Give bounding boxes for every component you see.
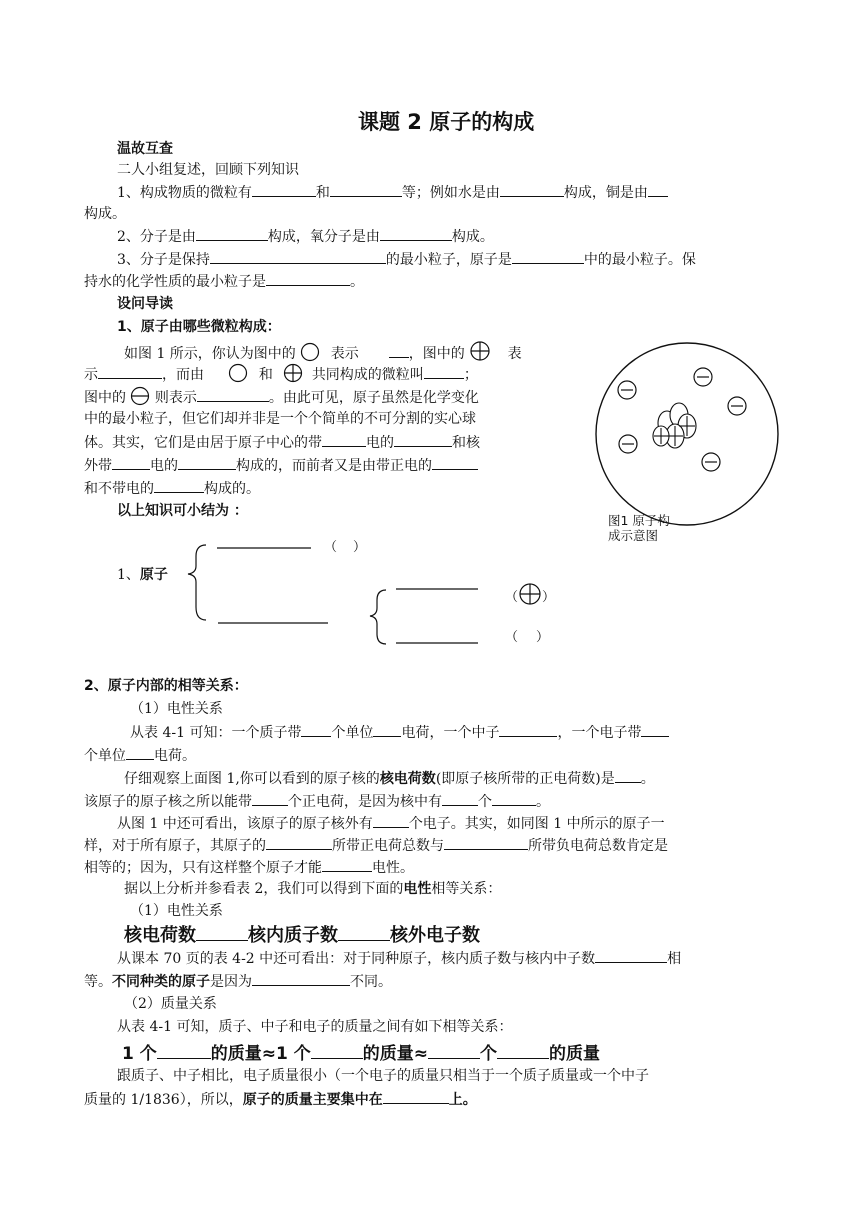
text: 电荷。 <box>154 748 196 764</box>
equal-s5-line2 <box>84 971 392 992</box>
text: 该原子的原子核之所以能带 <box>84 794 252 810</box>
blank[interactable] <box>322 857 372 872</box>
text: ； <box>463 367 478 383</box>
review-q1-line1 <box>117 182 668 203</box>
text: 等。 <box>84 974 112 990</box>
blank[interactable] <box>252 182 316 197</box>
blank[interactable] <box>648 182 668 197</box>
figure-caption-1: 图1 原子构 <box>608 513 670 528</box>
figure-caption-2: 成示意图 <box>608 528 659 543</box>
blank[interactable] <box>444 835 528 850</box>
guide-p7 <box>84 478 260 499</box>
guide-heading: 设问导读 <box>117 296 173 312</box>
blank[interactable] <box>394 432 452 447</box>
tree-paren-electron <box>324 538 366 558</box>
tree-sub-lines <box>394 585 484 650</box>
text: 体。其实，它们是由居于原子中心的带 <box>84 435 322 451</box>
text: 不同种类的原子 <box>112 974 210 990</box>
tree-paren-neutron <box>505 628 549 648</box>
text: 构成，铜是由 <box>563 185 648 201</box>
text: 质量的 1/1836），所以， <box>84 1092 243 1108</box>
text: 。 <box>640 771 655 787</box>
text: 相等关系： <box>431 881 502 897</box>
text: 表 <box>507 346 522 362</box>
text: ） <box>353 540 367 555</box>
blank[interactable] <box>338 922 390 941</box>
formula-charge <box>124 922 480 948</box>
text: 核电荷数 <box>124 925 196 946</box>
blank[interactable] <box>615 768 641 783</box>
guide-p6 <box>84 455 478 476</box>
text: 原子 <box>139 567 168 583</box>
blank[interactable] <box>595 948 667 963</box>
equal-s3-line1 <box>117 813 665 834</box>
text: 相等的；因为，只有这样整个原子才能 <box>84 860 322 876</box>
blank[interactable] <box>196 226 268 241</box>
tree-braces <box>180 540 400 655</box>
text: 从表 4-1 可知：一个质子带 <box>130 725 302 741</box>
equal-s7-line2 <box>84 1089 477 1110</box>
circle-icon <box>228 363 248 383</box>
equal-s6: 从表 4-1 可知，质子、中子和电子的质量之间有如下相等关系： <box>117 1019 513 1035</box>
review-intro: 二人小组复述，回顾下列知识 <box>117 162 299 178</box>
text: 所带负电荷总数肯定是 <box>528 838 668 854</box>
blank[interactable] <box>389 343 409 358</box>
tree-paren-proton <box>505 582 555 608</box>
blank[interactable] <box>266 271 350 286</box>
text: 等；例如水是由 <box>401 185 500 201</box>
text: 。 <box>536 794 550 810</box>
circle-plus-icon <box>283 363 303 383</box>
text: 示 <box>84 367 98 383</box>
guide-p3 <box>84 386 479 408</box>
text: ，而由 <box>162 367 204 383</box>
text: 仔细观察上面图 1,你可以看到的原子核的 <box>124 771 380 787</box>
text: 个 <box>480 1044 497 1064</box>
review-q1-line2: 构成。 <box>84 206 126 222</box>
equal-s4 <box>124 879 501 899</box>
text: 电荷，一个中子 <box>401 725 500 741</box>
blank[interactable] <box>266 835 332 850</box>
text: 原子的质量主要集中在 <box>242 1092 383 1108</box>
circle-minus-icon <box>130 386 150 406</box>
text: （ <box>505 630 519 645</box>
blank[interactable] <box>178 455 236 470</box>
text: ，一个电子带 <box>557 725 642 741</box>
text: 是因为 <box>210 974 252 990</box>
text: ） <box>536 630 550 645</box>
equal-s3-line2 <box>84 835 668 856</box>
blank[interactable] <box>154 478 204 493</box>
text: 构成，氧分子是由 <box>267 229 380 245</box>
text: 从课本 70 页的表 4-2 中还可看出：对于同种原子，核内质子数与核内中子数 <box>117 951 596 967</box>
text: 中的最小粒子。保 <box>583 252 696 268</box>
blank[interactable] <box>252 971 350 986</box>
electron-icon <box>619 435 637 453</box>
text: 如图 1 所示，你认为图中的 <box>124 346 296 362</box>
blank[interactable] <box>512 249 584 264</box>
blank[interactable] <box>210 249 386 264</box>
text: 电性。 <box>372 860 414 876</box>
formula-mass <box>122 1040 600 1066</box>
text: 。由此可见，原子虽然是化学变化 <box>268 390 479 406</box>
text: 从图 1 中还可看出，该原子的原子核外有 <box>117 816 373 832</box>
electron-icon <box>702 453 720 471</box>
blank[interactable] <box>330 182 402 197</box>
guide-sub1: 1、原子由哪些微粒构成： <box>117 319 281 335</box>
electron-icon <box>618 381 636 399</box>
text: 的最小粒子，原子是 <box>385 252 512 268</box>
text: 图中的 <box>84 390 126 406</box>
review-q3-line2 <box>84 271 364 292</box>
text: 电性 <box>403 881 432 897</box>
text: 1、构成物质的微粒有 <box>117 185 252 201</box>
text: 3、分子是保持 <box>117 252 210 268</box>
atom-diagram <box>590 336 790 536</box>
text: 据以上分析并参看表 2，我们可以得到下面的 <box>124 881 404 897</box>
blank[interactable] <box>383 1089 449 1104</box>
text: 持水的化学性质的最小粒子是 <box>84 274 266 290</box>
text: ） <box>542 590 556 605</box>
blank[interactable] <box>380 226 452 241</box>
text: 个单位 <box>331 725 374 741</box>
text: 和核 <box>452 435 480 451</box>
page-title: 课题 2 原子的构成 <box>358 110 535 134</box>
blank[interactable] <box>373 722 401 737</box>
blank[interactable] <box>301 722 331 737</box>
blank[interactable] <box>311 1040 363 1059</box>
blank[interactable] <box>98 364 162 379</box>
blank[interactable] <box>499 722 557 737</box>
text: 。 <box>350 274 364 290</box>
blank[interactable] <box>197 387 269 402</box>
electron-icon <box>694 368 712 386</box>
equal-s1-line2 <box>84 745 196 766</box>
text: 2、分子是由 <box>117 229 196 245</box>
guide-p1 <box>124 340 522 364</box>
text: 1 个 <box>122 1044 157 1064</box>
text: 个单位 <box>84 748 126 764</box>
blank[interactable] <box>432 455 478 470</box>
text: 上。 <box>448 1092 477 1108</box>
text: 相 <box>667 951 682 967</box>
text: （ <box>505 590 519 605</box>
text: 的质量 <box>549 1044 600 1064</box>
equal-s3-line3 <box>84 857 414 878</box>
text: 表示 <box>330 346 359 362</box>
guide-p2 <box>84 363 478 385</box>
text: 1、 <box>117 567 140 583</box>
equal-s1-line1 <box>130 722 669 743</box>
text: ，图中的 <box>408 346 465 362</box>
text: 个正电荷，是因为核中有 <box>288 794 442 810</box>
text: 个电子。其实，如同图 1 中所示的原子一 <box>408 816 665 832</box>
circle-plus-icon <box>518 582 542 606</box>
text: (即原子核所带的正电荷数)是 <box>435 771 615 787</box>
guide-p4: 中的最小粒子，但它们却并非是一个个简单的不可分割的实心球 <box>84 411 476 427</box>
text: （ <box>324 540 338 555</box>
text: 构成。 <box>451 229 494 245</box>
equal-s2-line2 <box>84 791 550 812</box>
text: 核内质子数 <box>248 925 338 946</box>
blank[interactable] <box>492 791 536 806</box>
equal-s7-line1: 跟质子、中子相比，电子质量很小（一个电子的质量只相当于一个质子质量或一个中子 <box>117 1068 649 1084</box>
text: 共同构成的微粒叫 <box>311 367 424 383</box>
guide-p5 <box>84 432 480 453</box>
blank[interactable] <box>196 922 248 941</box>
text: 和不带电的 <box>84 481 154 497</box>
text: 个 <box>478 794 492 810</box>
guide-summary: 以上知识可小结为 ： <box>117 503 248 519</box>
text: 构成的。 <box>204 481 260 497</box>
equal-sub1: （1）电性关系 <box>130 701 223 717</box>
nucleus-icon <box>653 403 696 448</box>
text: 构成的，而前者又是由带正电的 <box>236 458 432 474</box>
blank[interactable] <box>112 455 150 470</box>
circle-plus-icon <box>469 340 491 362</box>
text: 核外电子数 <box>390 925 480 946</box>
electron-icon <box>728 397 746 415</box>
review-heading: 温故互查 <box>117 141 173 157</box>
text: 不同。 <box>350 974 392 990</box>
blank[interactable] <box>424 364 464 379</box>
equal-heading: 2、原子内部的相等关系： <box>84 678 248 694</box>
text: 所带正电荷总数与 <box>332 838 444 854</box>
text: 外带 <box>84 458 112 474</box>
text: 电的 <box>150 458 178 474</box>
blank[interactable] <box>428 1040 480 1059</box>
text: 和 <box>315 185 330 201</box>
text: 电的 <box>366 435 394 451</box>
blank[interactable] <box>442 791 478 806</box>
equal-s2-line1 <box>124 768 655 789</box>
blank[interactable] <box>322 432 366 447</box>
text: 的质量≈1 个 <box>210 1044 311 1064</box>
blank[interactable] <box>641 722 669 737</box>
text: 和 <box>258 367 273 383</box>
blank[interactable] <box>500 182 564 197</box>
blank[interactable] <box>497 1040 549 1059</box>
equal-sub2: （1）电性关系 <box>130 903 223 919</box>
text: 则表示 <box>154 390 197 406</box>
blank[interactable] <box>373 813 409 828</box>
circle-icon <box>300 342 320 362</box>
blank[interactable] <box>157 1040 211 1059</box>
blank[interactable] <box>126 745 154 760</box>
text: 的质量≈ <box>362 1044 428 1064</box>
equal-s5-line1 <box>117 948 681 969</box>
text: 样，对于所有原子，其原子的 <box>84 838 266 854</box>
review-q2 <box>117 226 494 247</box>
blank[interactable] <box>252 791 288 806</box>
tree-root <box>117 565 168 585</box>
review-q3-line1 <box>117 249 696 270</box>
equal-sub3: （2）质量关系 <box>124 996 217 1012</box>
text: 核电荷数 <box>379 771 436 787</box>
